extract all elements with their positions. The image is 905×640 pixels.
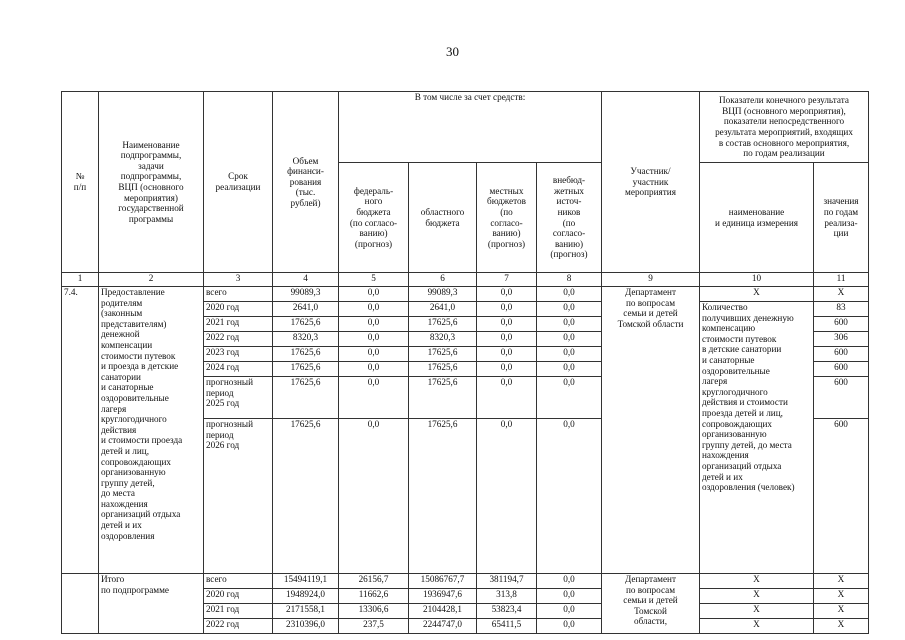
federal-cell: 0,0 xyxy=(339,317,409,332)
extra-cell: 0,0 xyxy=(537,317,602,332)
regional-cell: 1936947,6 xyxy=(409,589,477,604)
period-cell: 2020 год xyxy=(204,302,273,317)
local-cell: 313,8 xyxy=(477,589,537,604)
volume-cell: 17625,6 xyxy=(273,317,339,332)
indicator-value: 600 xyxy=(814,347,869,362)
header-ind-name: наименование и единица измерения xyxy=(700,163,814,273)
header-name: Наименование подпрограммы, задачи подпрограммы, ВЦП (основного мероприятия) государственной программы xyxy=(99,92,204,273)
regional-cell: 2244747,0 xyxy=(409,619,477,634)
local-cell: 0,0 xyxy=(477,287,537,302)
period-cell: 2020 год xyxy=(204,589,273,604)
indicator-value: Х xyxy=(814,589,869,604)
period-cell: 2022 год xyxy=(204,619,273,634)
local-cell: 381194,7 xyxy=(477,574,537,589)
indicator-name: Количество получивших денежную компенсацию стоимости путевок в детские санатории и санаторные оздоровительные лагеря круглогодичного действия и стоимости проезда детей и лиц, сопровождающих организованную группу детей, до места нахождения организаций отдыха детей и их оздоровления (человек) xyxy=(700,302,814,574)
header-incl: В том числе за счет средств: xyxy=(339,92,602,163)
federal-cell: 0,0 xyxy=(339,287,409,302)
indicator-value: Х xyxy=(814,287,869,302)
subtotal-name: Итого по подпрограмме xyxy=(99,574,204,634)
regional-cell: 17625,6 xyxy=(409,377,477,419)
period-cell: 2022 год xyxy=(204,332,273,347)
extra-cell: 0,0 xyxy=(537,589,602,604)
regional-cell: 8320,3 xyxy=(409,332,477,347)
header-ind-values: значения по годам реализа- ции xyxy=(814,163,869,273)
indicator-value: 83 xyxy=(814,302,869,317)
period-cell: всего xyxy=(204,574,273,589)
column-number: 11 xyxy=(814,273,869,287)
local-cell: 0,0 xyxy=(477,332,537,347)
column-number: 6 xyxy=(409,273,477,287)
local-cell: 0,0 xyxy=(477,317,537,332)
regional-cell: 17625,6 xyxy=(409,317,477,332)
indicator-name: Х xyxy=(700,604,814,619)
volume-cell: 17625,6 xyxy=(273,377,339,419)
column-number: 9 xyxy=(602,273,700,287)
regional-cell: 2641,0 xyxy=(409,302,477,317)
federal-cell: 13306,6 xyxy=(339,604,409,619)
header-period: Срок реализации xyxy=(204,92,273,273)
extra-cell: 0,0 xyxy=(537,332,602,347)
measure-name: Предоставление родителям (законным представителям) денежной компенсации стоимости путевок и проезда в детские санатории и санаторные оздоровительные лагеря круглогодичного действия и стоимости проезда детей и лиц, сопровождающих организованную группу детей, до места нахождения организаций отдыха детей и их оздоровления xyxy=(99,287,204,574)
regional-cell: 17625,6 xyxy=(409,362,477,377)
federal-cell: 26156,7 xyxy=(339,574,409,589)
federal-cell: 11662,6 xyxy=(339,589,409,604)
column-numbers-row xyxy=(62,273,869,287)
federal-cell: 237,5 xyxy=(339,619,409,634)
extra-cell: 0,0 xyxy=(537,377,602,419)
indicator-value: 600 xyxy=(814,377,869,419)
period-cell: 2021 год xyxy=(204,604,273,619)
volume-cell: 15494119,1 xyxy=(273,574,339,589)
period-cell: 2021 год xyxy=(204,317,273,332)
extra-cell: 0,0 xyxy=(537,347,602,362)
header-volume: Объем финанси- рования (тыс. рублей) xyxy=(273,92,339,273)
column-number: 4 xyxy=(273,273,339,287)
period-cell: прогнозный период 2025 год xyxy=(204,377,273,419)
extra-cell: 0,0 xyxy=(537,302,602,317)
federal-cell: 0,0 xyxy=(339,302,409,317)
regional-cell: 15086767,7 xyxy=(409,574,477,589)
federal-cell: 0,0 xyxy=(339,362,409,377)
federal-cell: 0,0 xyxy=(339,347,409,362)
volume-cell: 1948924,0 xyxy=(273,589,339,604)
header-indicators: Показатели конечного результата ВЦП (основного мероприятия), показатели непосредственного результата мероприятий, входящих в состав основного мероприятия, по годам реализации xyxy=(700,92,869,163)
local-cell: 65411,5 xyxy=(477,619,537,634)
extra-cell: 0,0 xyxy=(537,419,602,574)
period-cell: 2024 год xyxy=(204,362,273,377)
volume-cell: 17625,6 xyxy=(273,347,339,362)
volume-cell: 17625,6 xyxy=(273,362,339,377)
indicator-value: 600 xyxy=(814,419,869,574)
regional-cell: 2104428,1 xyxy=(409,604,477,619)
volume-cell: 99089,3 xyxy=(273,287,339,302)
period-cell: 2023 год xyxy=(204,347,273,362)
volume-cell: 2641,0 xyxy=(273,302,339,317)
extra-cell: 0,0 xyxy=(537,574,602,589)
header-federal: федераль- ного бюджета (по согласо- ванию) (прогноз) xyxy=(339,163,409,273)
volume-cell: 17625,6 xyxy=(273,419,339,574)
indicator-value: Х xyxy=(814,604,869,619)
budget-table xyxy=(61,91,869,634)
local-cell: 0,0 xyxy=(477,419,537,574)
header-regional: областного бюджета xyxy=(409,163,477,273)
local-cell: 0,0 xyxy=(477,377,537,419)
indicator-name-total: Х xyxy=(700,287,814,302)
indicator-name: Х xyxy=(700,574,814,589)
local-cell: 0,0 xyxy=(477,347,537,362)
volume-cell: 2310396,0 xyxy=(273,619,339,634)
header-local: местных бюджетов (по согласо- ванию) (прогноз) xyxy=(477,163,537,273)
extra-cell: 0,0 xyxy=(537,619,602,634)
volume-cell: 8320,3 xyxy=(273,332,339,347)
column-number: 10 xyxy=(700,273,814,287)
local-cell: 53823,4 xyxy=(477,604,537,619)
page-number: 30 xyxy=(446,44,459,59)
extra-cell: 0,0 xyxy=(537,287,602,302)
local-cell: 0,0 xyxy=(477,302,537,317)
regional-cell: 17625,6 xyxy=(409,419,477,574)
header-extra: внебюд- жетных источ- ников (по согласо- ванию) (прогноз) xyxy=(537,163,602,273)
federal-cell: 0,0 xyxy=(339,419,409,574)
subtotal-number xyxy=(62,574,99,634)
column-number: 8 xyxy=(537,273,602,287)
indicator-value: 600 xyxy=(814,317,869,332)
header-participant: Участник/ участник мероприятия xyxy=(602,92,700,273)
federal-cell: 0,0 xyxy=(339,332,409,347)
regional-cell: 17625,6 xyxy=(409,347,477,362)
local-cell: 0,0 xyxy=(477,362,537,377)
table-row xyxy=(62,287,869,302)
indicator-value: 600 xyxy=(814,362,869,377)
column-number: 1 xyxy=(62,273,99,287)
indicator-value: Х xyxy=(814,574,869,589)
period-cell: прогнозный период 2026 год xyxy=(204,419,273,574)
header-no: № п/п xyxy=(62,92,99,273)
regional-cell: 99089,3 xyxy=(409,287,477,302)
row-number: 7.4. xyxy=(62,287,99,574)
subtotal-participant: Департамент по вопросам семьи и детей Томской области, xyxy=(602,574,700,634)
participant-cell: Департамент по вопросам семьи и детей Томской области xyxy=(602,287,700,574)
indicator-value: Х xyxy=(814,619,869,634)
indicator-name: Х xyxy=(700,619,814,634)
indicator-name: Х xyxy=(700,589,814,604)
federal-cell: 0,0 xyxy=(339,377,409,419)
column-number: 7 xyxy=(477,273,537,287)
column-number: 5 xyxy=(339,273,409,287)
extra-cell: 0,0 xyxy=(537,604,602,619)
table-row xyxy=(62,574,869,589)
column-number: 2 xyxy=(99,273,204,287)
indicator-value: 306 xyxy=(814,332,869,347)
period-cell: всего xyxy=(204,287,273,302)
volume-cell: 2171558,1 xyxy=(273,604,339,619)
column-number: 3 xyxy=(204,273,273,287)
extra-cell: 0,0 xyxy=(537,362,602,377)
